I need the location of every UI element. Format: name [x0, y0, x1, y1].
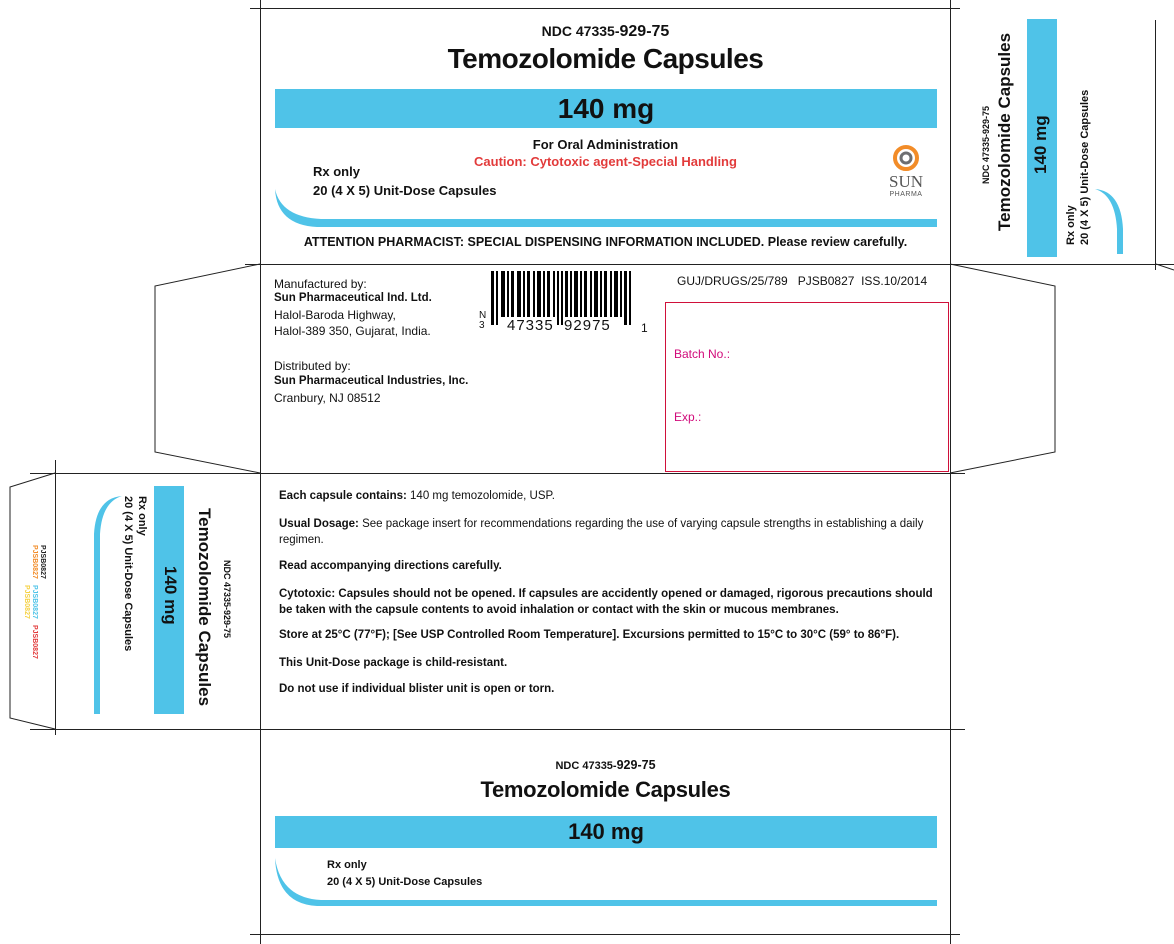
cytotoxic-warning: Cytotoxic: Capsules should not be opened. If capsules are accidently opened or damaged, rigorous precautions should be taken with the capsule contents to avoid inhalation or contact with the skin or mucous membranes. [279, 588, 933, 616]
dosage-text: See package insert for recommendations regarding the use of varying capsule strengths in establishing a daily regimen. [279, 518, 924, 546]
side-swoosh [1091, 9, 1131, 264]
left-count: 20 (4 X 5) Unit-Dose Capsules [122, 496, 134, 652]
color-code-3b: PJSB0827 [31, 625, 38, 659]
strength: 140 mg [557, 93, 655, 124]
color-code-1: PJSB0827 [39, 545, 46, 579]
contains-label: Each capsule contains: [279, 490, 407, 502]
bottom-strength-band [275, 816, 937, 848]
color-code-strip [10, 487, 55, 718]
dosage-label: Usual Dosage: [279, 518, 359, 530]
color-code-2b: PJSB0827 [31, 585, 38, 619]
color-code-3a: PJSB0827 [23, 585, 30, 619]
bottom-panel [261, 730, 950, 934]
route: For Oral Administration [532, 137, 679, 152]
barcode-digits: 47335 92975 [507, 317, 611, 334]
read-directions: Read accompanying directions carefully. [279, 560, 502, 572]
child-resistant: This Unit-Dose package is child-resistant. [279, 657, 508, 669]
blue-swoosh [261, 189, 950, 229]
ndc-prefix: NDC 47335- [541, 23, 620, 39]
batch-exp-box [665, 302, 949, 472]
caution-text: Caution: Cytotoxic agent-Special Handling [474, 154, 737, 169]
color-code-2a: PJSB0827 [31, 545, 38, 579]
exp-label: Exp.: [674, 410, 702, 424]
dist-name: Sun Pharmaceutical Industries, Inc. [274, 375, 469, 387]
ndc-code: 929-75 [619, 23, 670, 40]
license-line: GUJ/DRUGS/25/789 PJSB0827 ISS.10/2014 [677, 274, 928, 288]
capsule-count: 20 (4 X 5) Unit-Dose Capsules [313, 183, 497, 198]
strength-band [275, 89, 937, 128]
do-not-use: Do not use if individual blister unit is open or torn. [279, 683, 555, 695]
bottom-ndc-code: 929-75 [616, 758, 656, 772]
product-name: Temozolomide Capsules [447, 43, 764, 74]
side-ndc: NDC 47335-929-75 [981, 105, 991, 184]
back-text-panel [261, 474, 950, 729]
left-rx: Rx only [136, 496, 148, 536]
rx-only: Rx only [313, 164, 360, 179]
bottom-count: 20 (4 X 5) Unit-Dose Capsules [327, 876, 483, 888]
mfg-addr2: Halol-389 350, Gujarat, India. [274, 324, 431, 338]
left-side-panel [56, 474, 260, 729]
dosage-paragraph [279, 516, 939, 548]
bottom-swoosh [261, 858, 950, 908]
sun-pharma-logo [881, 145, 931, 205]
side-product: Temozolomide Capsules [995, 32, 1014, 231]
bottom-ndc-prefix: NDC 47335- [555, 760, 617, 772]
sun-logo-icon [893, 145, 919, 171]
bottom-strength: 140 mg [568, 819, 644, 844]
left-ndc: NDC 47335-929-75 [222, 560, 232, 639]
mfg-addr1: Halol-Baroda Highway, [274, 308, 396, 322]
logo-sub: PHARMA [889, 191, 923, 198]
contains-paragraph [279, 488, 939, 504]
attention-pharmacist: ATTENTION PHARMACIST: SPECIAL DISPENSING INFORMATION INCLUDED. Please review carefully. [303, 235, 908, 249]
mfg-name: Sun Pharmaceutical Ind. Ltd. [274, 292, 432, 304]
side-count: 20 (4 X 5) Unit-Dose Capsules [1079, 89, 1091, 245]
mfg-label: Manufactured by: [274, 277, 367, 291]
left-product: Temozolomide Capsules [195, 508, 214, 707]
bottom-rx: Rx only [327, 859, 367, 871]
left-swoosh [86, 474, 126, 729]
logo-name: SUN [888, 172, 923, 191]
dist-addr: Cranbury, NJ 08512 [274, 391, 381, 405]
storage-info: Store at 25°C (77°F); [See USP Controlled Room Temperature]. Excursions permitted to 15°C to 30°C (59° to 86°F). [279, 629, 900, 641]
barcode [479, 271, 649, 337]
bottom-product: Temozolomide Capsules [480, 777, 731, 802]
batch-label: Batch No.: [674, 347, 731, 361]
left-strength: 140 mg [161, 566, 180, 625]
ndc-number [261, 23, 950, 41]
contains-text: 140 mg temozolomide, USP. [406, 490, 555, 502]
front-panel [261, 9, 950, 264]
bottom-ndc [261, 758, 950, 772]
info-panel [261, 265, 950, 473]
side-strength: 140 mg [1031, 115, 1050, 174]
right-side-panel [951, 9, 1155, 264]
barcode-prefix: N 3 [479, 310, 487, 331]
dist-label: Distributed by: [274, 359, 351, 373]
barcode-check: 1 [641, 321, 648, 335]
side-rx: Rx only [1065, 205, 1077, 245]
